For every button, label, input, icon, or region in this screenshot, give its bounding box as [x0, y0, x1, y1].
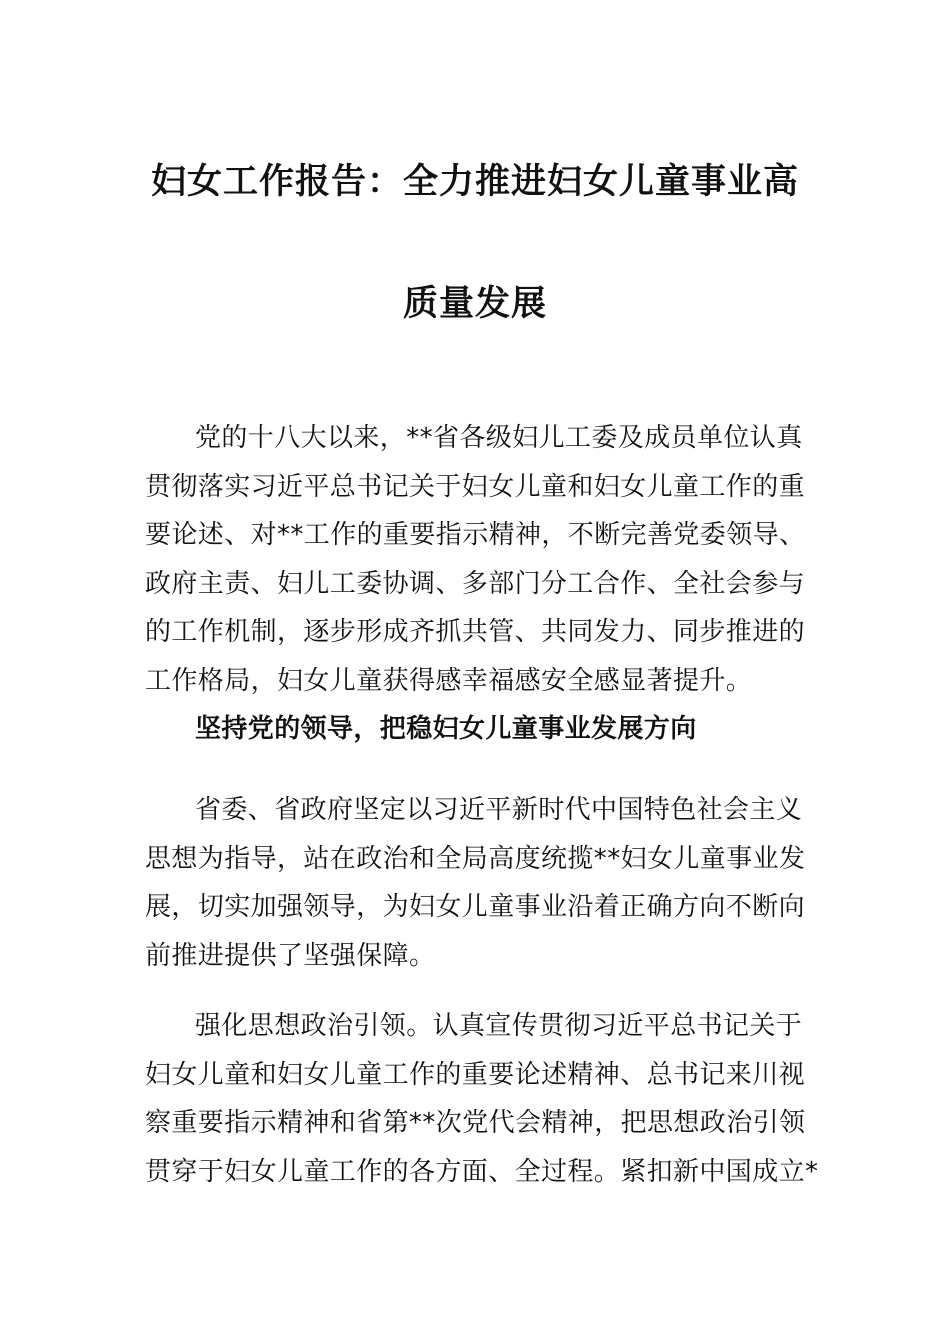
- paragraph-line: 贯彻落实习近平总书记关于妇女儿童和妇女儿童工作的重: [145, 471, 806, 502]
- paragraph-line: 强化思想政治引领。认真宣传贯彻习近平总书记关于: [195, 1011, 803, 1041]
- paragraph-line: 工作格局，妇女儿童获得感幸福感安全感显著提升。: [145, 665, 753, 696]
- paragraph-line: 贯穿于妇女儿童工作的各方面、全过程。紧扣新中国成立*: [145, 1156, 819, 1187]
- paragraph-line: 省委、省政府坚定以习近平新时代中国特色社会主义: [195, 795, 803, 825]
- section-heading-text: 坚持党的领导，把稳妇女儿童事业发展方向: [195, 714, 697, 744]
- paragraph-line: 的工作机制，逐步形成齐抓共管、共同发力、同步推进的: [145, 617, 806, 647]
- paragraph-line: 思想为指导，站在政治和全局高度统揽**妇女儿童事业发: [145, 843, 806, 874]
- paragraph-line: 察重要指示精神和省第**次党代会精神，把思想政治引领: [145, 1108, 806, 1138]
- section-heading: [145, 705, 810, 754]
- paragraph-line: 展，切实加强领导，为妇女儿童事业沿着正确方向不断向: [145, 892, 806, 922]
- paragraph-line: 政府主责、妇儿工委协调、多部门分工合作、全社会参与: [145, 568, 806, 599]
- paragraph-3: [145, 1002, 819, 1196]
- paragraph-1: [145, 414, 810, 705]
- document-title-line-2: 质量发展: [402, 284, 547, 324]
- document-title-line-1: 妇女工作报告：全力推进妇女儿童事业高: [150, 162, 799, 202]
- paragraph-line: 妇女儿童和妇女儿童工作的重要论述精神、总书记来川视: [145, 1059, 806, 1090]
- paragraph-2: [145, 786, 810, 980]
- paragraph-line: 党的十八大以来，**省各级妇儿工委及成员单位认真: [195, 423, 803, 453]
- paragraph-line: 要论述、对**工作的重要指示精神，不断完善党委领导、: [145, 520, 806, 550]
- paragraph-line: 前推进提供了坚强保障。: [145, 940, 436, 971]
